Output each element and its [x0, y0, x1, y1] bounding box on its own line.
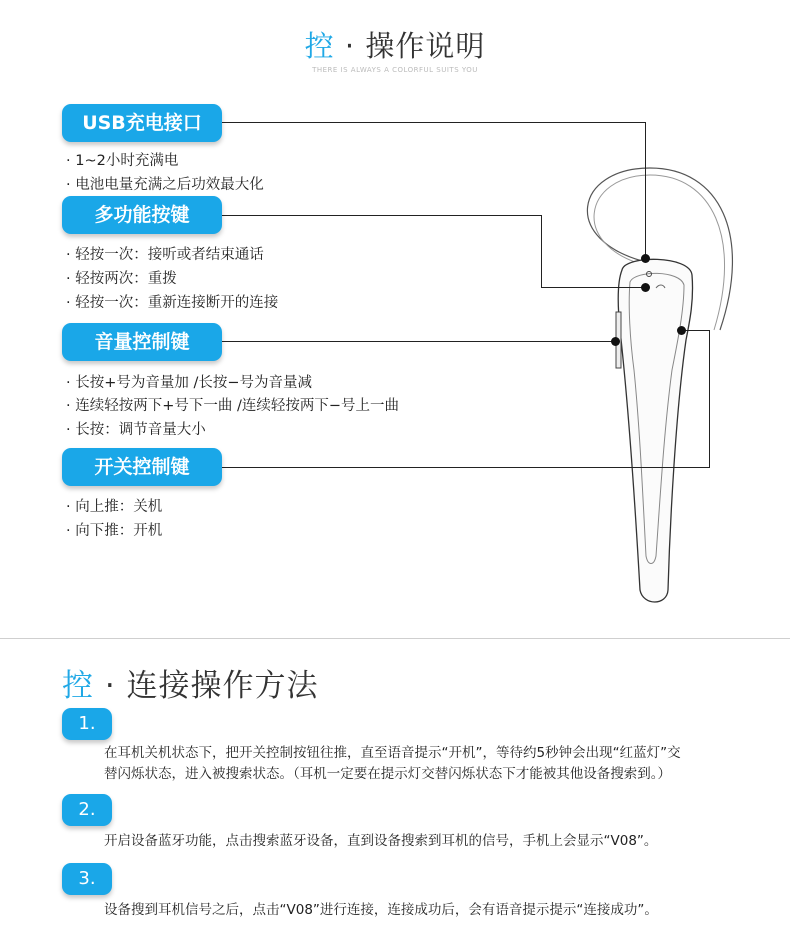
- volume-bullet-2: · 连续轻按两下+号下一曲 /连续轻按两下−号上一曲: [66, 398, 400, 414]
- pointer-dot-power: [677, 326, 686, 335]
- label-usb-port: USB充电接口: [62, 104, 222, 142]
- title2-accent-char: 控: [62, 668, 94, 704]
- volume-bullet-3: · 长按：调节音量大小: [66, 422, 206, 438]
- label-volume-key: 音量控制键: [62, 323, 222, 361]
- power-bullet-1: · 向上推：关机: [66, 499, 163, 515]
- title-accent-char: 控: [304, 29, 335, 63]
- step-2-number: 2.: [62, 794, 112, 826]
- step-2-text: [104, 831, 784, 852]
- section-subtitle: THERE IS ALWAYS A COLORFUL SUITS YOU: [312, 66, 478, 74]
- connector-multi-h2: [541, 287, 645, 288]
- step-2-line-1: 开启设备蓝牙功能，点击搜索蓝牙设备，直到设备搜索到耳机的信号，手机上会显示“V08”。: [104, 833, 658, 849]
- multi-bullet-1: · 轻按一次：接听或者结束通话: [66, 247, 264, 263]
- earphone-illustration: [560, 160, 760, 620]
- step-1-line-1: 在耳机关机状态下，把开关控制按钮往推，直至语音提示“开机”，等待约5秒钟会出现“红蓝灯”交: [104, 745, 681, 761]
- connector-multi-v: [541, 215, 542, 287]
- multi-bullet-2: · 轻按两次：重拨: [66, 271, 177, 287]
- section-title-connection: [62, 660, 319, 705]
- usb-bullet-1: · 1~2小时充满电: [66, 153, 179, 169]
- step-1-text: [104, 743, 784, 785]
- label-power-switch: 开关控制键: [62, 448, 222, 486]
- pointer-dot-volume: [611, 337, 620, 346]
- title-text: · 操作说明: [334, 29, 486, 63]
- step-1-number: 1.: [62, 708, 112, 740]
- pointer-dot-usb: [641, 254, 650, 263]
- title2-text: · 连接操作方法: [94, 668, 319, 704]
- power-bullet-2: · 向下推：开机: [66, 523, 163, 539]
- connector-power-h: [222, 467, 710, 468]
- connector-usb-v: [645, 122, 646, 256]
- step-3-text: [104, 900, 784, 921]
- usb-bullet-2: · 电池电量充满之后功效最大化: [66, 177, 264, 193]
- section-divider: [0, 638, 790, 639]
- connector-usb-h: [222, 122, 646, 123]
- section-title-operation: [0, 24, 790, 65]
- connector-multi-h: [222, 215, 542, 216]
- step-3-number: 3.: [62, 863, 112, 895]
- connector-power-h2: [682, 330, 710, 331]
- label-multifunction-key: 多功能按键: [62, 196, 222, 234]
- pointer-dot-multi: [641, 283, 650, 292]
- connector-volume-h: [222, 341, 615, 342]
- multi-bullet-3: · 轻按一次：重新连接断开的连接: [66, 295, 279, 311]
- step-1-line-2: 替闪烁状态，进入被搜索状态。（耳机一定要在提示灯交替闪烁状态下才能被其他设备搜索到。）: [104, 766, 671, 782]
- step-3-line-1: 设备搜到耳机信号之后，点击“V08”进行连接，连接成功后，会有语音提示提示“连接成功”。: [104, 902, 658, 918]
- volume-bullet-1: · 长按+号为音量加 /长按−号为音量减: [66, 375, 313, 391]
- connector-power-v: [709, 330, 710, 468]
